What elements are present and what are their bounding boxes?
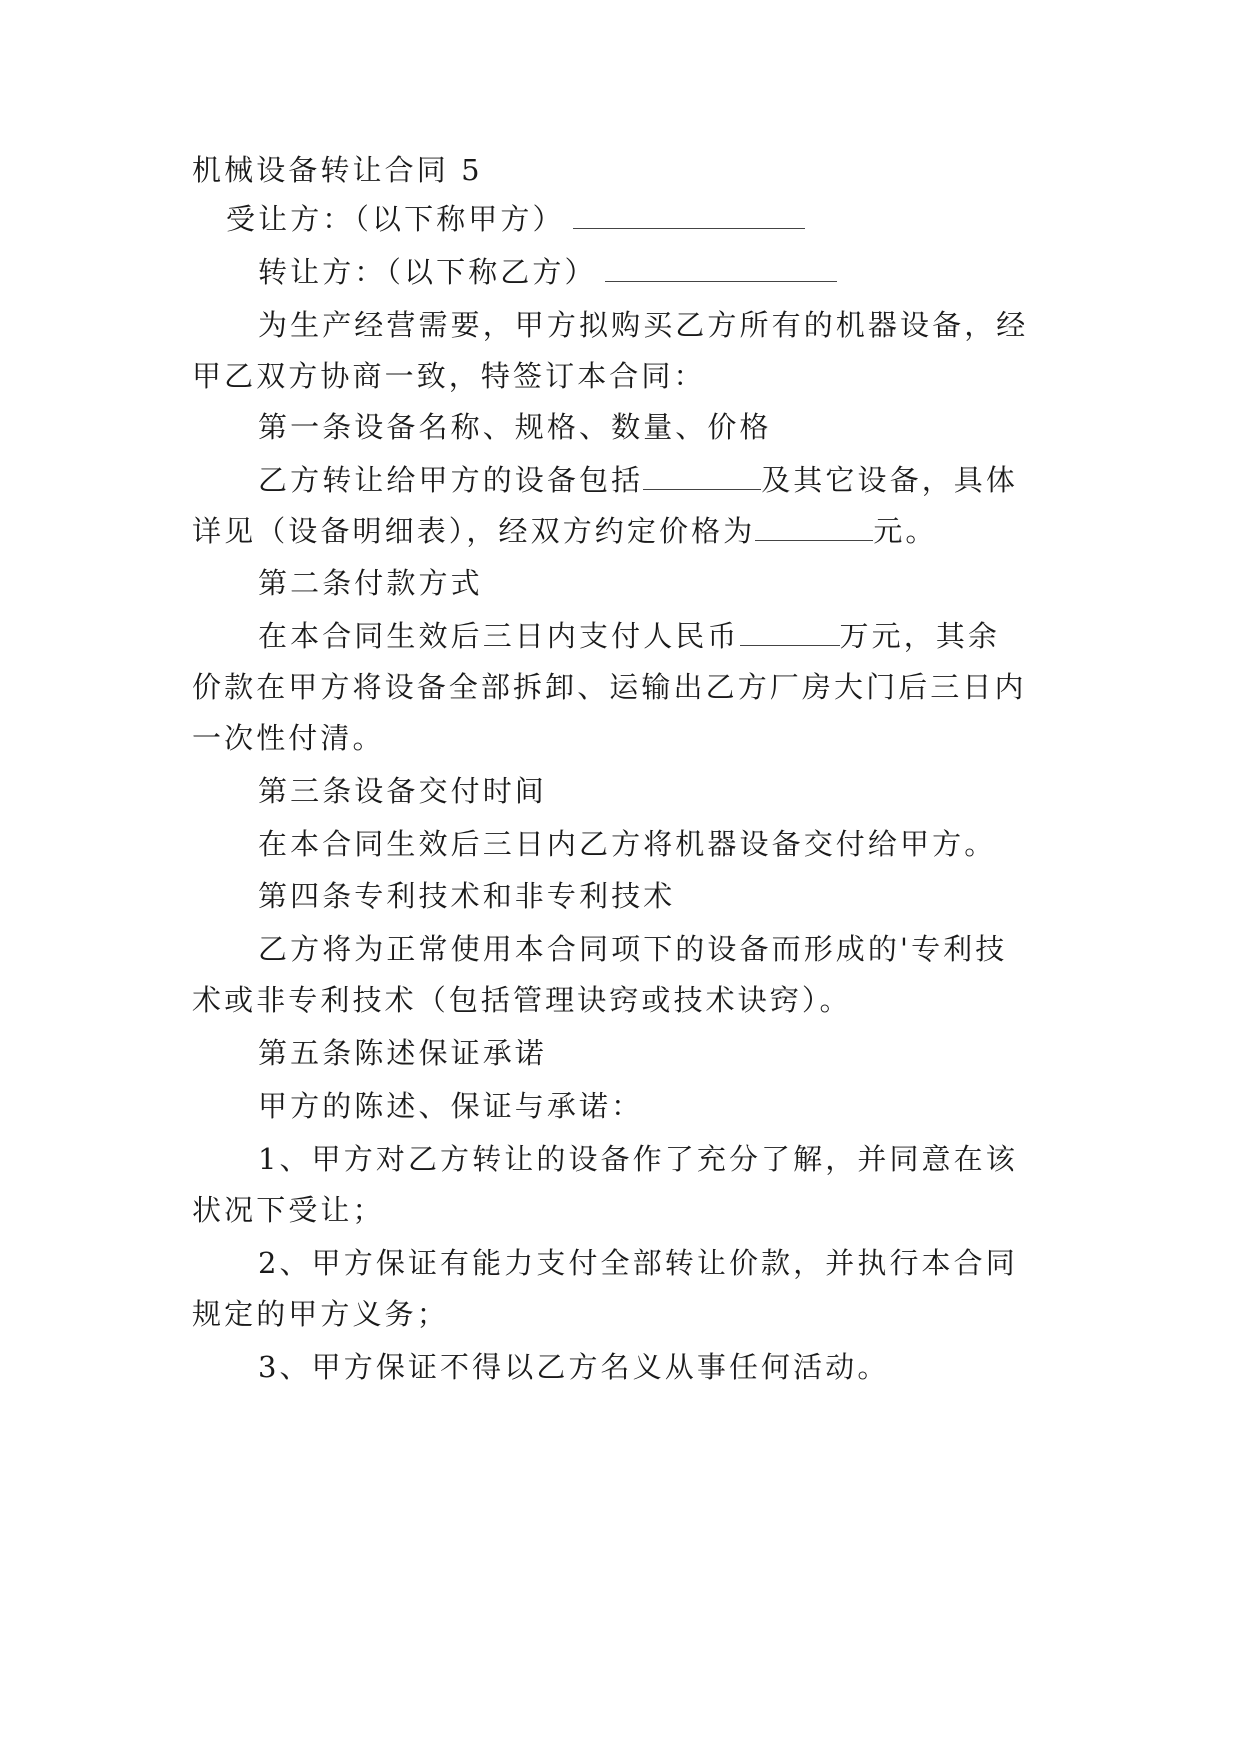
article-2-heading: 第二条付款方式 [258,566,483,600]
article-1-text-c: 详见（设备明细表），经双方约定价格为 [192,514,756,548]
article-2-text-b: 万元，其余 [839,619,1001,653]
party-b-label: 转让方：（以下称乙方） [258,255,597,289]
article-1-text-d: 元。 [873,514,938,548]
item-1-line-2: 状况下受让； [192,1193,385,1227]
amount-blank [740,619,840,646]
intro-line-2: 甲乙双方协商一致，特签订本合同： [192,359,706,393]
article-4-line-1: 乙方将为正常使用本合同项下的设备而形成的'专利技 [258,932,1008,966]
article-1-line-2 [192,511,1052,551]
article-4-heading: 第四条专利技术和非专利技术 [258,879,676,913]
party-b-line [258,252,1118,292]
article-1-heading: 第一条设备名称、规格、数量、价格 [258,410,772,444]
article-2-line-2: 价款在甲方将设备全部拆卸、运输出乙方厂房大门后三日内 [192,670,1027,704]
article-2-line-3: 一次性付清。 [192,721,385,755]
article-3-heading: 第三条设备交付时间 [258,774,547,808]
document-title: 机械设备转让合同 5 [192,153,483,187]
party-b-blank [605,255,837,282]
equipment-blank [643,463,761,490]
article-1-line-1 [258,460,1118,500]
article-1-text-a: 乙方转让给甲方的设备包括 [258,463,644,497]
article-5-subheading: 甲方的陈述、保证与承诺： [258,1089,644,1123]
party-a-line [226,199,1086,239]
price-blank [755,514,873,541]
party-a-label: 受让方：（以下称甲方） [226,202,565,236]
article-1-text-b: 及其它设备，具体 [761,463,1019,497]
item-3-line-1: 3、甲方保证不得以乙方名义从事任何活动。 [258,1350,890,1384]
item-1-line-1: 1、甲方对乙方转让的设备作了充分了解，并同意在该 [258,1142,1018,1176]
article-2-text-a: 在本合同生效后三日内支付人民币 [258,619,740,653]
item-2-line-2: 规定的甲方义务； [192,1297,449,1331]
party-a-blank [573,202,805,229]
article-3-line-1: 在本合同生效后三日内乙方将机器设备交付给甲方。 [258,827,997,861]
article-4-line-2: 术或非专利技术（包括管理诀窍或技术诀窍）。 [192,983,852,1017]
item-2-line-1: 2、甲方保证有能力支付全部转让价款，并执行本合同 [258,1246,1018,1280]
intro-line-1: 为生产经营需要，甲方拟购买乙方所有的机器设备，经 [258,308,1029,342]
article-5-heading: 第五条陈述保证承诺 [258,1036,547,1070]
article-2-line-1 [258,616,1118,656]
